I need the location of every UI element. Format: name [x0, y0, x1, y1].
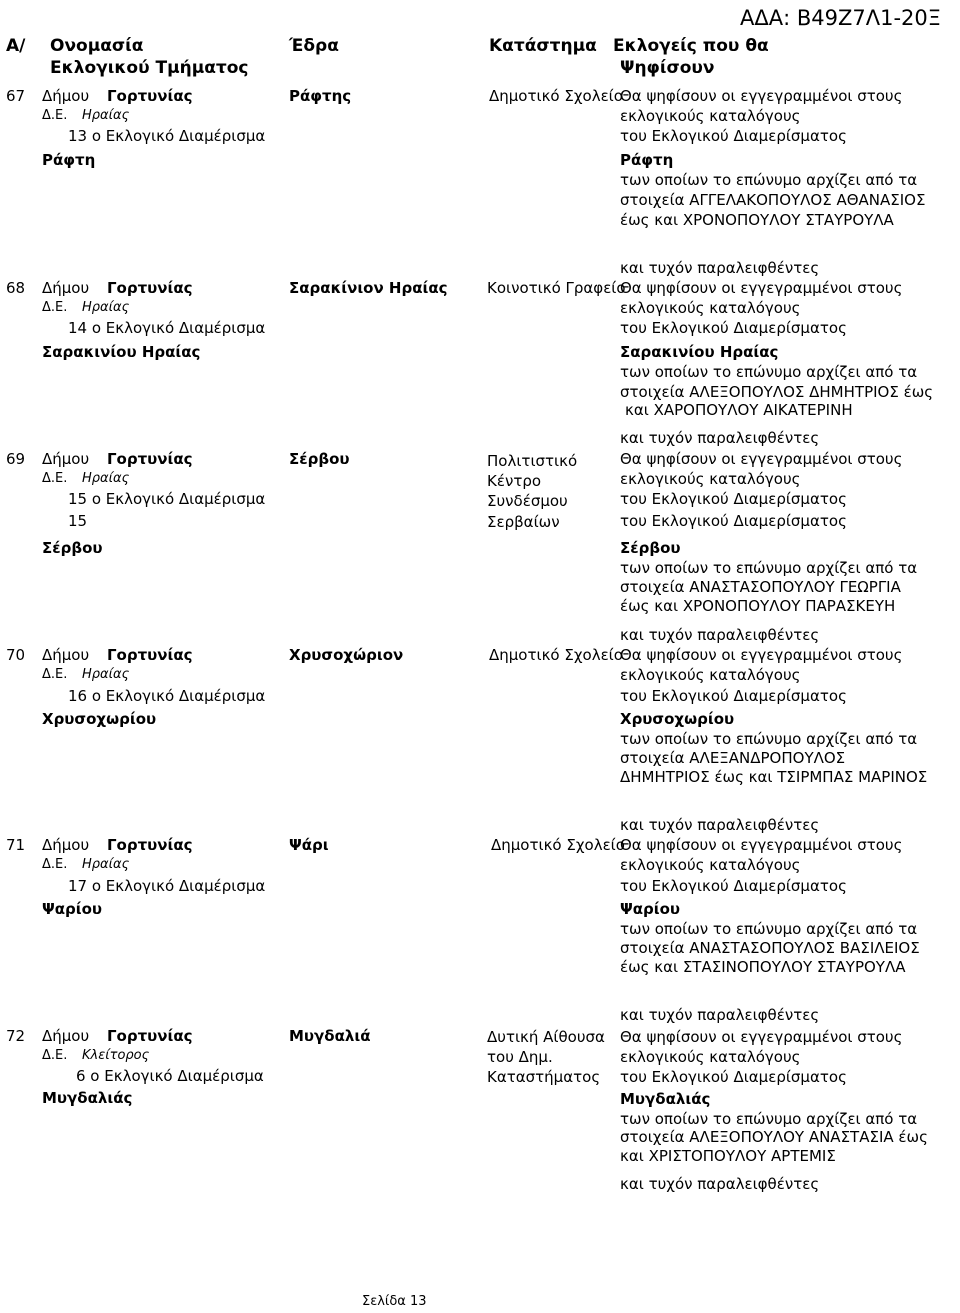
voters-line: και ΧΡΙΣΤΟΠΟΥΛΟΥ ΑΡΤΕΜΙΣ: [620, 1147, 836, 1165]
voters-line: στοιχεία ΑΝΑΣΤΑΣΟΠΟΥΛΟΥ ΓΕΩΡΓΙΑ: [620, 578, 901, 596]
voters-line: στοιχεία ΑΛΕΞΑΝΔΡΟΠΟΥΛΟΣ: [620, 749, 846, 767]
header-name-1: Ονομασία: [50, 36, 144, 56]
voters-line: των οποίων το επώνυμο αρχίζει από τα: [620, 559, 918, 577]
dimos-label: Δήμου: [42, 836, 90, 854]
section-label: 16 ο Εκλογικό Διαμέρισμα: [68, 687, 266, 705]
store-line: Καταστήματος: [487, 1068, 601, 1086]
voters-line: των οποίων το επώνυμο αρχίζει από τα: [620, 363, 918, 381]
dimos-name: Γορτυνίας: [107, 836, 193, 854]
section-label: 15 ο Εκλογικό Διαμέρισμα: [68, 490, 266, 508]
ada-code: ΑΔΑ: Β49Ζ7Λ1-20Ξ: [740, 6, 942, 30]
voters-place: Μυγδαλιάς: [620, 1090, 711, 1108]
voters-tail: και τυχόν παραλειφθέντες: [620, 259, 820, 277]
voters-tail: και τυχόν παραλειφθέντες: [620, 626, 820, 644]
dimos-name: Γορτυνίας: [107, 279, 193, 297]
voters-line: εκλογικούς καταλόγους: [620, 299, 801, 317]
header-index: Α/: [6, 36, 26, 56]
voters-line: Θα ψηφίσουν οι εγγεγραμμένοι στους: [620, 646, 903, 664]
voters-line: του Εκλογικού Διαμερίσματος: [620, 1068, 847, 1086]
voters-tail: και τυχόν παραλειφθέντες: [620, 1175, 820, 1193]
de-name: Ηραίας: [82, 667, 130, 682]
header-seat: Έδρα: [289, 36, 339, 56]
entry-number: 71: [6, 836, 26, 854]
de-name: Ηραίας: [82, 300, 130, 315]
section-extra: 15: [68, 512, 88, 530]
place-name: Ψαρίου: [42, 900, 103, 918]
voters-line: εκλογικούς καταλόγους: [620, 107, 801, 125]
voters-line: έως και ΣΤΑΣΙΝΟΠΟΥΛΟΥ ΣΤΑΥΡΟΥΛΑ: [620, 958, 906, 976]
seat: Μυγδαλιά: [289, 1027, 371, 1045]
dimos-name: Γορτυνίας: [107, 450, 193, 468]
store-line: του Δημ.: [487, 1048, 553, 1066]
de-label: Δ.Ε.: [42, 108, 68, 123]
voters-tail: και τυχόν παραλειφθέντες: [620, 429, 820, 447]
seat: Ψάρι: [289, 836, 329, 854]
header-store: Κατάστημα: [489, 36, 597, 56]
voters-line: του Εκλογικού Διαμερίσματος: [620, 512, 847, 530]
de-label: Δ.Ε.: [42, 471, 68, 486]
voters-line: Θα ψηφίσουν οι εγγεγραμμένοι στους: [620, 836, 903, 854]
store-line: Κέντρο: [487, 472, 542, 490]
dimos-label: Δήμου: [42, 87, 90, 105]
header-name-2: Εκλογικού Τμήματος: [50, 58, 249, 78]
voters-tail: και τυχόν παραλειφθέντες: [620, 1006, 820, 1024]
store-line: Δημοτικό Σχολείο: [489, 87, 623, 105]
voters-line: εκλογικούς καταλόγους: [620, 470, 801, 488]
voters-line: στοιχεία ΑΛΕΞΟΠΟΥΛΟΥ ΑΝΑΣΤΑΣΙΑ έως: [620, 1128, 928, 1146]
section-label: 14 ο Εκλογικό Διαμέρισμα: [68, 319, 266, 337]
voters-line: των οποίων το επώνυμο αρχίζει από τα: [620, 1110, 918, 1128]
seat: Σαρακίνιον Ηραίας: [289, 279, 448, 297]
store-line: Πολιτιστικό: [487, 452, 578, 470]
voters-line: του Εκλογικού Διαμερίσματος: [620, 877, 847, 895]
voters-place: Ράφτη: [620, 151, 674, 169]
entry-number: 67: [6, 87, 26, 105]
section-label: 13 ο Εκλογικό Διαμέρισμα: [68, 127, 266, 145]
voters-place: Χρυσοχωρίου: [620, 710, 735, 728]
voters-place: Ψαρίου: [620, 900, 681, 918]
dimos-label: Δήμου: [42, 646, 90, 664]
de-label: Δ.Ε.: [42, 857, 68, 872]
entry-number: 70: [6, 646, 26, 664]
dimos-label: Δήμου: [42, 279, 90, 297]
store-line: Σερβαίων: [487, 513, 560, 531]
voters-place: Σέρβου: [620, 539, 681, 557]
de-label: Δ.Ε.: [42, 300, 68, 315]
voters-line: έως και ΧΡΟΝΟΠΟΥΛΟΥ ΣΤΑΥΡΟΥΛΑ: [620, 211, 894, 229]
de-label: Δ.Ε.: [42, 1048, 68, 1063]
voters-line: στοιχεία ΑΝΑΣΤΑΣΟΠΟΥΛΟΣ ΒΑΣΙΛΕΙΟΣ: [620, 939, 920, 957]
place-name: Σέρβου: [42, 539, 103, 557]
voters-tail: και τυχόν παραλειφθέντες: [620, 816, 820, 834]
voters-line: στοιχεία ΑΛΕΞΟΠΟΥΛΟΣ ΔΗΜΗΤΡΙΟΣ έως: [620, 383, 934, 401]
dimos-name: Γορτυνίας: [107, 646, 193, 664]
voters-line: του Εκλογικού Διαμερίσματος: [620, 319, 847, 337]
place-name: Ράφτη: [42, 151, 96, 169]
voters-place: Σαρακινίου Ηραίας: [620, 343, 779, 361]
entry-number: 72: [6, 1027, 26, 1045]
voters-line: και ΧΑΡΟΠΟΥΛΟΥ ΑΙΚΑΤΕΡΙΝΗ: [625, 401, 853, 419]
dimos-name: Γορτυνίας: [107, 1027, 193, 1045]
voters-line: εκλογικούς καταλόγους: [620, 1048, 801, 1066]
page-number: Σελίδα 13: [362, 1294, 427, 1309]
header-voters-2: Ψηφίσουν: [620, 58, 715, 78]
store-line: Δημοτικό Σχολείο: [491, 836, 625, 854]
seat: Χρυσοχώριον: [289, 646, 404, 664]
store-line: Κοινοτικό Γραφείο: [487, 279, 626, 297]
de-name: Κλείτορος: [82, 1048, 150, 1063]
voters-line: των οποίων το επώνυμο αρχίζει από τα: [620, 171, 918, 189]
entry-number: 69: [6, 450, 26, 468]
de-name: Ηραίας: [82, 857, 130, 872]
store-line: Δυτική Αίθουσα: [487, 1028, 605, 1046]
voters-line: στοιχεία ΑΓΓΕΛΑΚΟΠΟΥΛΟΣ ΑΘΑΝΑΣΙΟΣ: [620, 191, 926, 209]
section-label: 17 ο Εκλογικό Διαμέρισμα: [68, 877, 266, 895]
dimos-name: Γορτυνίας: [107, 87, 193, 105]
dimos-label: Δήμου: [42, 450, 90, 468]
de-name: Ηραίας: [82, 471, 130, 486]
seat: Ράφτης: [289, 87, 352, 105]
voters-line: Θα ψηφίσουν οι εγγεγραμμένοι στους: [620, 279, 903, 297]
voters-line: εκλογικούς καταλόγους: [620, 666, 801, 684]
place-name: Χρυσοχωρίου: [42, 710, 157, 728]
voters-line: Θα ψηφίσουν οι εγγεγραμμένοι στους: [620, 87, 903, 105]
header-voters-1: Εκλογείς που θα: [613, 36, 769, 56]
section-label: 6 ο Εκλογικό Διαμέρισμα: [76, 1067, 264, 1085]
voters-line: Θα ψηφίσουν οι εγγεγραμμένοι στους: [620, 1028, 903, 1046]
seat: Σέρβου: [289, 450, 350, 468]
store-line: Δημοτικό Σχολείο: [489, 646, 623, 664]
de-label: Δ.Ε.: [42, 667, 68, 682]
voters-line: έως και ΧΡΟΝΟΠΟΥΛΟΥ ΠΑΡΑΣΚΕΥΗ: [620, 597, 896, 615]
place-name: Μυγδαλιάς: [42, 1089, 133, 1107]
voters-line: του Εκλογικού Διαμερίσματος: [620, 490, 847, 508]
voters-line: του Εκλογικού Διαμερίσματος: [620, 687, 847, 705]
voters-line: του Εκλογικού Διαμερίσματος: [620, 127, 847, 145]
de-name: Ηραίας: [82, 108, 130, 123]
voters-line: των οποίων το επώνυμο αρχίζει από τα: [620, 920, 918, 938]
place-name: Σαρακινίου Ηραίας: [42, 343, 201, 361]
dimos-label: Δήμου: [42, 1027, 90, 1045]
store-line: Συνδέσμου: [487, 492, 568, 510]
voters-line: εκλογικούς καταλόγους: [620, 856, 801, 874]
voters-line: των οποίων το επώνυμο αρχίζει από τα: [620, 730, 918, 748]
voters-line: ΔΗΜΗΤΡΙΟΣ έως και ΤΣΙΡΜΠΑΣ ΜΑΡΙΝΟΣ: [620, 768, 928, 786]
voters-line: Θα ψηφίσουν οι εγγεγραμμένοι στους: [620, 450, 903, 468]
entry-number: 68: [6, 279, 26, 297]
